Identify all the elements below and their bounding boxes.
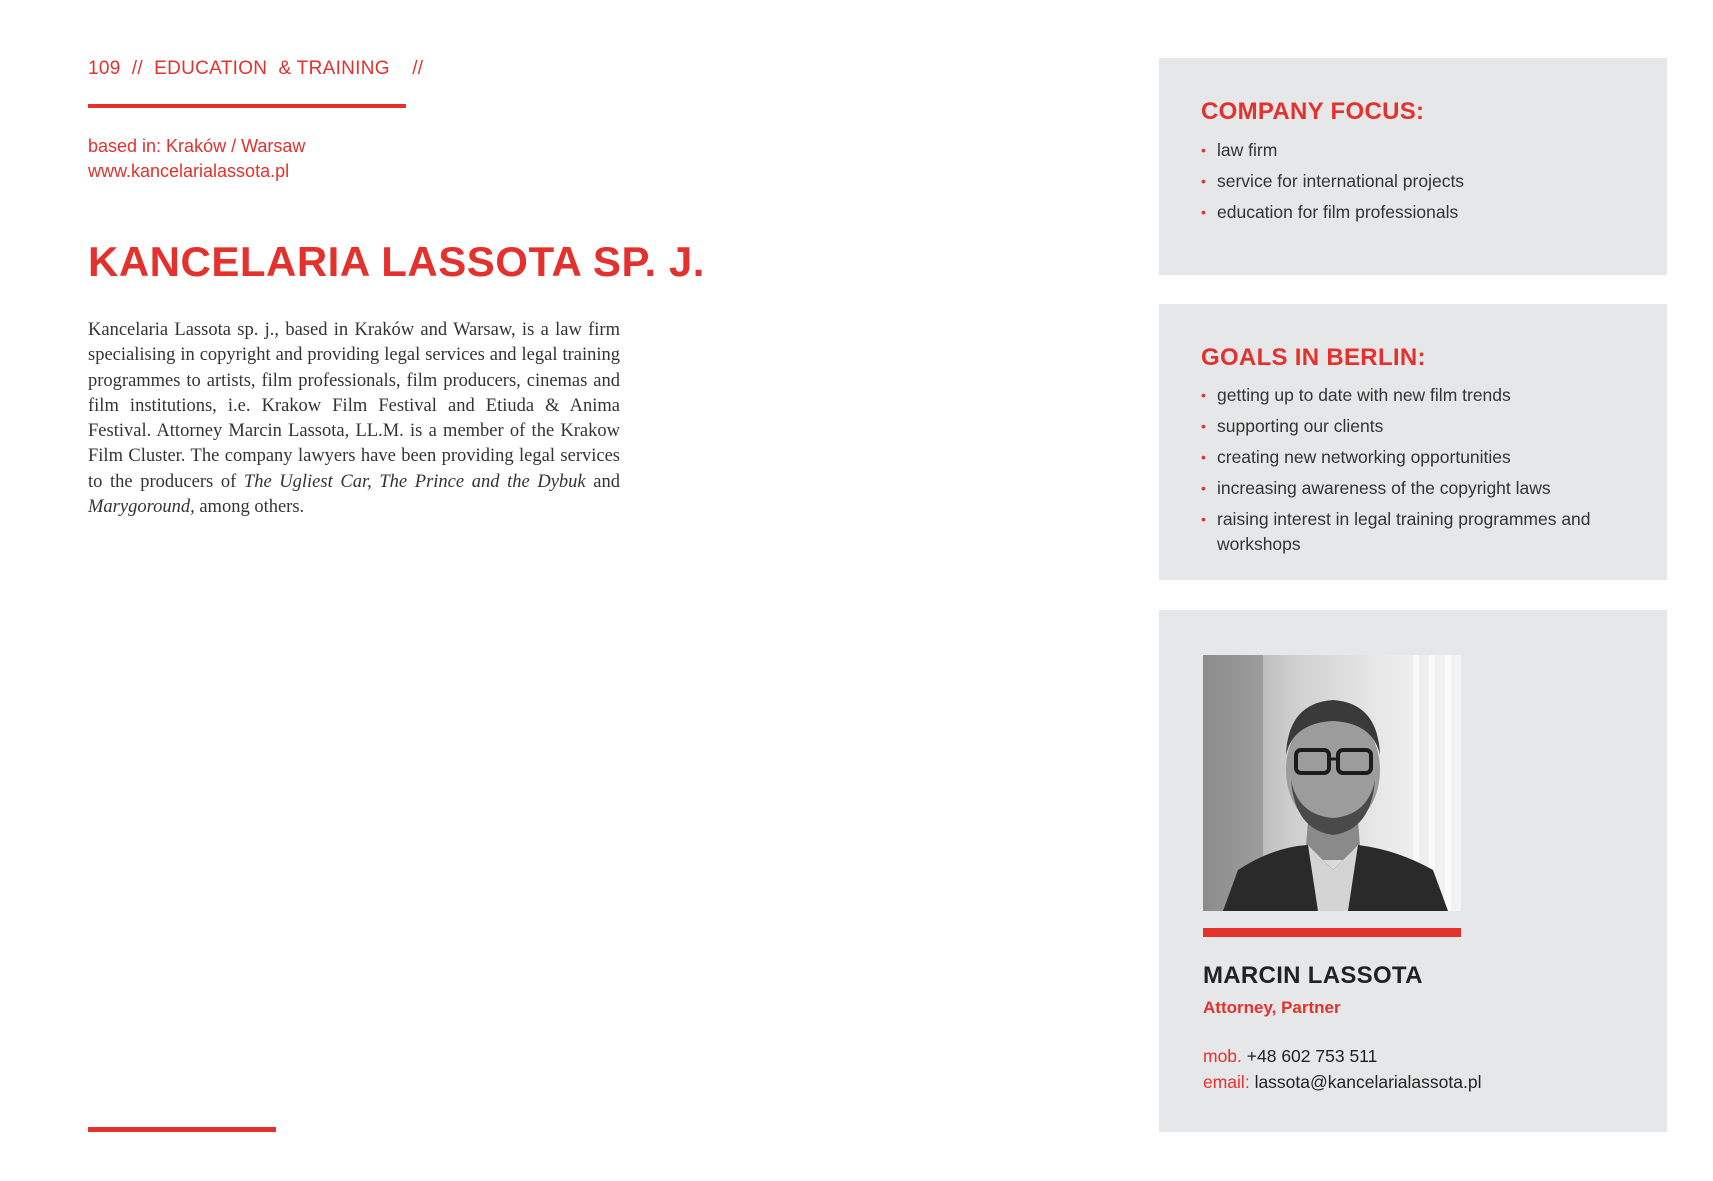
page-number: 109 bbox=[88, 58, 121, 79]
bullet-icon: • bbox=[1201, 449, 1206, 465]
list-item bbox=[1201, 200, 1621, 225]
photo-rule bbox=[1203, 928, 1461, 937]
email-label: email: bbox=[1203, 1072, 1250, 1092]
list-item-text: creating new networking opportunities bbox=[1217, 447, 1511, 467]
company-focus-heading: COMPANY FOCUS: bbox=[1201, 98, 1425, 125]
bullet-icon: • bbox=[1201, 142, 1206, 158]
description-text: and bbox=[585, 471, 620, 492]
list-item-text: service for international projects bbox=[1217, 171, 1465, 191]
bullet-icon: • bbox=[1201, 387, 1206, 403]
film-titles: The Ugliest Car, The Prince and the Dybuk bbox=[243, 471, 586, 492]
contact-person-panel bbox=[1159, 610, 1667, 1132]
list-item-text: law firm bbox=[1217, 140, 1278, 160]
list-item-text: education for film professionals bbox=[1217, 202, 1459, 222]
person-photo bbox=[1203, 655, 1461, 911]
mobile-number[interactable]: +48 602 753 511 bbox=[1246, 1046, 1378, 1066]
list-item-text: increasing awareness of the copyright laws bbox=[1217, 478, 1551, 498]
company-focus-panel bbox=[1159, 58, 1667, 275]
company-name: KANCELARIA LASSOTA SP. J. bbox=[88, 238, 705, 285]
description-text: Kancelaria Lassota sp. j., based in Kraków and Warsaw, is a law firm specialising in copyright and providing legal services and legal training programmes to artists, film professionals, film producers, cinemas and film institutions, i.e. Krakow Film Festival and Etiuda & Anima Festival. Attorney Marcin Lassota, LL.M. is a member of the Krakow Film Cluster. The company lawyers have been providing legal services to the producers of bbox=[88, 320, 620, 492]
bullet-icon: • bbox=[1201, 418, 1206, 434]
company-description bbox=[88, 318, 620, 520]
section-title: EDUCATION & TRAINING bbox=[154, 58, 390, 79]
goals-list bbox=[1201, 383, 1621, 563]
description-text: among others. bbox=[194, 497, 305, 518]
person-name: MARCIN LASSOTA bbox=[1203, 962, 1423, 989]
mobile-contact bbox=[1203, 1046, 1377, 1067]
list-item-text: getting up to date with new film trends bbox=[1217, 385, 1511, 405]
header-trailing-separator: // bbox=[412, 58, 424, 79]
footer-rule bbox=[88, 1127, 276, 1132]
email-contact bbox=[1203, 1072, 1481, 1093]
company-focus-list bbox=[1201, 138, 1621, 231]
list-item bbox=[1201, 414, 1621, 439]
film-title: Marygoround, bbox=[88, 497, 195, 518]
company-location-block bbox=[88, 134, 305, 184]
based-in-text: based in: Kraków / Warsaw bbox=[88, 136, 306, 156]
list-item bbox=[1201, 476, 1621, 501]
list-item bbox=[1201, 138, 1621, 163]
page-header bbox=[88, 58, 423, 80]
email-address[interactable]: lassota@kancelarialassota.pl bbox=[1254, 1072, 1482, 1092]
goals-panel bbox=[1159, 304, 1667, 580]
mobile-label: mob. bbox=[1203, 1046, 1242, 1066]
person-role: Attorney, Partner bbox=[1203, 998, 1341, 1017]
list-item bbox=[1201, 383, 1621, 408]
header-rule bbox=[88, 104, 406, 108]
list-item-text: supporting our clients bbox=[1217, 416, 1384, 436]
list-item bbox=[1201, 507, 1621, 557]
goals-heading: GOALS IN BERLIN: bbox=[1201, 344, 1426, 371]
list-item bbox=[1201, 169, 1621, 194]
bullet-icon: • bbox=[1201, 480, 1206, 496]
list-item-text: raising interest in legal training programmes and workshops bbox=[1217, 509, 1591, 554]
bullet-icon: • bbox=[1201, 173, 1206, 189]
company-website-link[interactable]: www.kancelarialassota.pl bbox=[88, 161, 290, 181]
list-item bbox=[1201, 445, 1621, 470]
header-separator: // bbox=[131, 58, 143, 79]
bullet-icon: • bbox=[1201, 511, 1206, 527]
bullet-icon: • bbox=[1201, 204, 1206, 220]
